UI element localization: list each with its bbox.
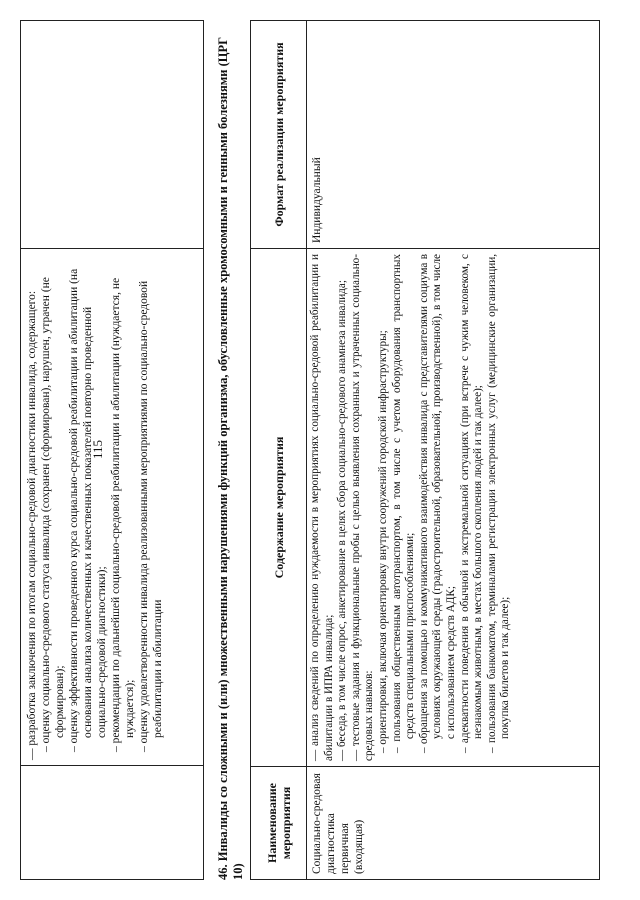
content-line: — анализ сведений по определению нуждаемости в мероприятиях социально-средовой реабилитации и абилитации в ИПРА инвалида; bbox=[309, 254, 335, 761]
content-subitem: – пользования общественным автотранспортом, в том числе с учетом оборудования транспортных средств специальными приспособлениями; bbox=[390, 254, 417, 753]
header-content: Содержание мероприятия bbox=[251, 248, 306, 766]
continuation-item: – оценку удовлетворенности инвалида реализованными мероприятиями по социально-средовой реабилитации и абилитации bbox=[138, 280, 164, 752]
continuation-format-cell bbox=[21, 21, 203, 248]
content-line: — беседа, в том числе опрос, анкетирование в целях сбора социально-средового анамнеза инвалида; bbox=[336, 280, 349, 761]
continuation-item: – рекомендации по дальнейшей социально-средовой реабилитации и абилитации (нуждается, не нуждается); bbox=[110, 277, 136, 752]
activity-format: Индивидуальный bbox=[311, 157, 323, 243]
continuation-name-cell bbox=[21, 765, 203, 879]
content-subitem: – адекватности поведения в обычной и экстремальной ситуациях (при встрече с чужим человеком, с незнакомым животным, в местах большого скопления людей и так далее); bbox=[458, 254, 485, 753]
page-number: 115 bbox=[90, 440, 105, 460]
continuation-intro: — разработка заключения по итогам социально-средовой диагностики инвалида, содержащего: bbox=[26, 290, 38, 760]
content-line: — тестовые задания и функциональные пробы с целью выявления сохранных и утраченных социально-средовых навыков: bbox=[349, 254, 376, 761]
rotated-page bbox=[20, 20, 600, 880]
content-subitem: – ориентировки, включая ориентировку внутри сооружений городской инфраструктуры; bbox=[376, 330, 389, 753]
content-subitem: – обращения за помощью и коммуникативного взаимодействия инвалида с представителями социума в условиях окружающей среды (градостроительной, образовательной, производственной), в том числе с использованием средств АДК; bbox=[417, 254, 457, 753]
activities-table bbox=[250, 20, 600, 880]
table-header-row bbox=[251, 21, 307, 879]
section-title: 46. Инвалиды со сложными и (или) множественными нарушениями функций организма, обусловленные хромосомными и генными болезнями (ЦРГ 10) bbox=[216, 36, 245, 880]
table-row bbox=[306, 21, 599, 879]
activity-name: Социально-средовая диагностика первичная (входящая) bbox=[306, 766, 599, 879]
continuation-table bbox=[20, 20, 204, 880]
continuation-content-cell bbox=[21, 248, 203, 766]
continuation-item: – оценку социально-средового статуса инвалида (сохранен (сформирован), нарушен, утрачен (не сформирован); bbox=[40, 277, 66, 752]
continuation-item: – оценку эффективности проведенного курса социально-средовой реабилитации и абилитации (на основании анализа количественных и качественных показателей повторно проведенной социально-средовой диагностики); bbox=[68, 268, 108, 752]
header-format: Формат реализации мероприятия bbox=[271, 42, 286, 227]
activity-content bbox=[306, 248, 599, 766]
header-name: Наименование мероприятия bbox=[251, 766, 306, 879]
content-subitem: – пользования банкоматом, терминалами регистрации электронных услуг (медицинские организации, покупка билетов и так далее); bbox=[485, 254, 512, 753]
